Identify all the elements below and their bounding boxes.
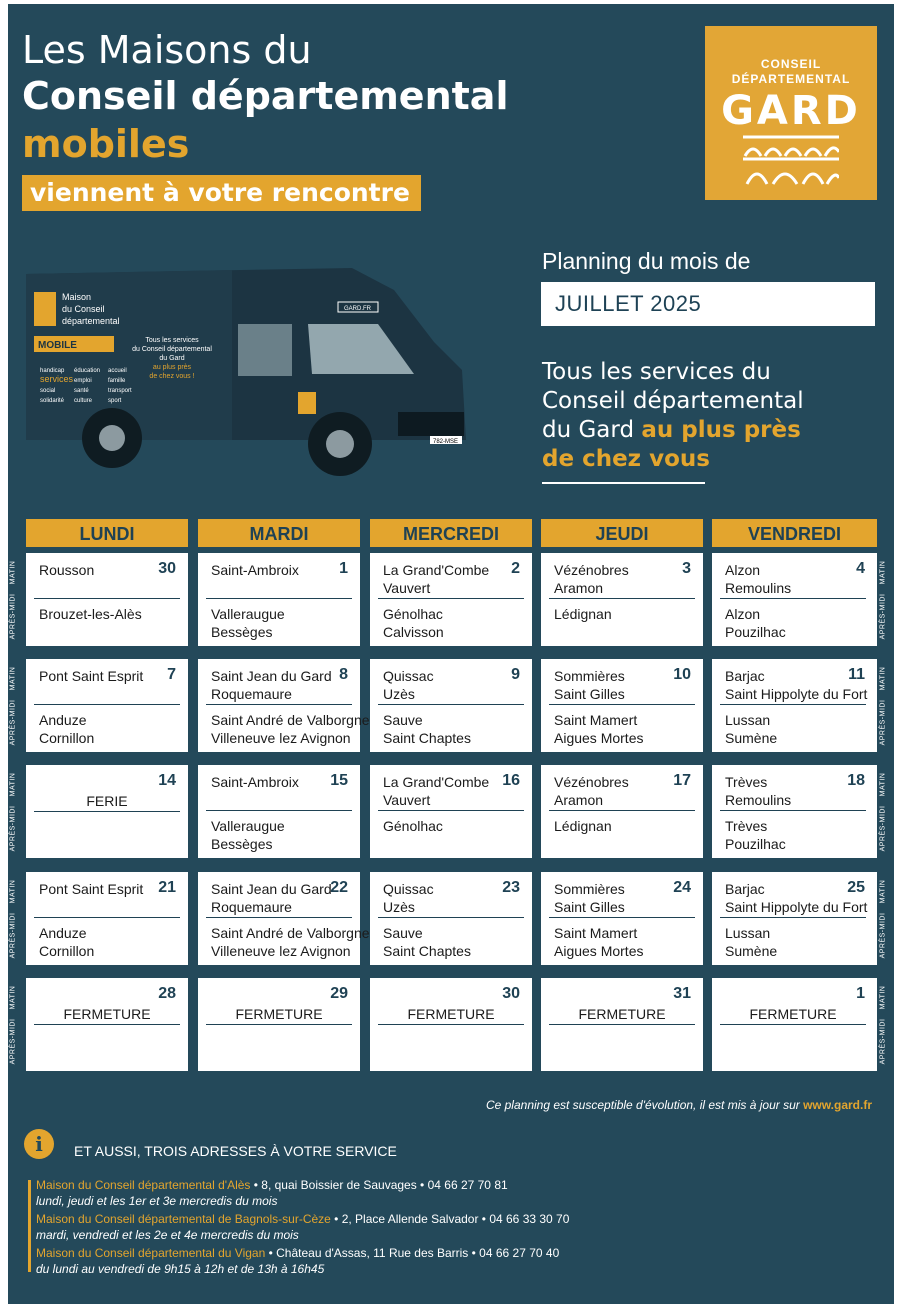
day-cell	[541, 872, 703, 965]
afternoon-location: Saint Mamert	[554, 925, 638, 941]
period-divider	[549, 1024, 695, 1025]
day-cell	[370, 553, 532, 646]
day-cell	[370, 765, 532, 858]
morning-location: Barjac	[725, 881, 765, 897]
van-brand-line-3: départemental	[62, 316, 120, 326]
period-divider	[378, 917, 524, 918]
afternoon-location: Lédignan	[554, 606, 612, 622]
period-divider	[720, 598, 866, 599]
side-label-matin: MATIN	[9, 772, 17, 797]
closure-label: FERMETURE	[749, 1006, 837, 1022]
day-number: 2	[511, 560, 520, 577]
morning-location: Alzon	[725, 562, 761, 578]
van-plate: 782-MSE	[433, 439, 459, 445]
day-number: 11	[848, 666, 865, 683]
afternoon-location: Bessèges	[211, 836, 273, 852]
day-cell	[541, 553, 703, 646]
logo-line-2: DÉPARTEMENTAL	[731, 72, 851, 86]
van-slogan-2: du Conseil départemental	[132, 346, 212, 353]
morning-location: Sommières	[554, 881, 625, 897]
morning-location: Quissac	[383, 668, 434, 684]
afternoon-location: Lussan	[725, 712, 771, 728]
day-cell	[712, 765, 877, 858]
van-word: famille	[108, 378, 126, 384]
side-label-matin: MATIN	[879, 879, 887, 904]
afternoon-location: Villeneuve lez Avignon	[211, 943, 351, 959]
morning-location: Aramon	[554, 580, 604, 596]
afternoon-location: Sauve	[383, 712, 423, 728]
day-cell	[712, 978, 877, 1071]
side-label-pm: APRÈS-MIDI	[879, 805, 887, 852]
van-illustration	[22, 262, 472, 482]
morning-location: Vauvert	[383, 580, 431, 596]
afternoon-location: Pouzilhac	[725, 624, 786, 640]
day-number: 14	[158, 772, 176, 789]
also-title: ET AUSSI, TROIS ADRESSES À VOTRE SERVICE	[74, 1143, 397, 1159]
day-cell	[712, 553, 877, 646]
logo-line-1: CONSEIL	[760, 57, 822, 71]
morning-location: Quissac	[383, 881, 434, 897]
side-label-pm: APRÈS-MIDI	[879, 912, 887, 959]
day-number: 1	[856, 985, 865, 1002]
period-divider	[206, 704, 352, 705]
day-cell	[198, 765, 360, 858]
side-label-matin: MATIN	[879, 666, 887, 691]
day-cell	[198, 659, 370, 752]
day-number: 24	[673, 879, 691, 896]
morning-location: Saint Hippolyte du Fort	[725, 899, 868, 915]
day-number: 16	[502, 772, 520, 789]
afternoon-location: Lédignan	[554, 818, 612, 834]
planning-label: Planning du mois de	[542, 248, 751, 274]
morning-location: Vézénobres	[554, 562, 629, 578]
aqueduct-icon	[743, 134, 839, 186]
closure-label: FERMETURE	[578, 1006, 666, 1022]
day-cell	[26, 978, 188, 1071]
period-divider	[720, 1024, 866, 1025]
period-divider	[378, 1024, 524, 1025]
address-hours: lundi, jeudi et les 1er et 3e mercredis du mois	[36, 1194, 278, 1208]
afternoon-location: Saint Mamert	[554, 712, 638, 728]
day-number: 28	[158, 985, 176, 1002]
period-divider	[549, 917, 695, 918]
tagline-line-3	[542, 416, 872, 445]
period-divider	[34, 917, 180, 918]
closure-label: FERMETURE	[407, 1006, 495, 1022]
van-word: culture	[74, 398, 93, 404]
morning-location: Aramon	[554, 792, 604, 808]
period-divider	[34, 704, 180, 705]
closure-label: FERMETURE	[63, 1006, 151, 1022]
gard-logo	[705, 26, 877, 200]
morning-location: Vauvert	[383, 792, 431, 808]
closure-label: FERIE	[86, 793, 128, 809]
address-line	[36, 1212, 876, 1226]
tagline-line-3a: du Gard	[542, 417, 635, 443]
address-detail: • Château d'Assas, 11 Rue des Barris • 04 66 27 70 40	[265, 1246, 560, 1260]
period-divider	[378, 598, 524, 599]
day-cell	[541, 765, 703, 858]
afternoon-location: Saint André de Valborgne	[211, 925, 370, 941]
afternoon-location: Trèves	[725, 818, 768, 834]
afternoon-location: Villeneuve lez Avignon	[211, 730, 351, 746]
afternoon-location: Sauve	[383, 925, 423, 941]
day-number: 15	[330, 772, 348, 789]
info-icon: i	[24, 1129, 54, 1159]
morning-location: Saint-Ambroix	[211, 562, 299, 578]
period-divider	[206, 917, 352, 918]
day-number: 21	[158, 879, 176, 896]
van-slogan-4: au plus près	[152, 364, 192, 371]
day-cell	[26, 659, 188, 752]
morning-location: Saint Gilles	[554, 899, 625, 915]
day-cell	[541, 978, 703, 1071]
side-label-matin: MATIN	[879, 560, 887, 585]
morning-location: Trèves	[725, 774, 768, 790]
tagline-rule	[542, 482, 705, 484]
van-word: éducation	[74, 368, 101, 374]
morning-location: Saint Jean du Gard	[211, 881, 332, 897]
morning-location: Saint Gilles	[554, 686, 625, 702]
day-cell	[26, 872, 188, 965]
morning-location: Remoulins	[725, 792, 792, 808]
title-banner: viennent à votre rencontre	[22, 175, 421, 211]
address-hours: mardi, vendredi et les 2e et 4e mercredis du mois	[36, 1228, 299, 1242]
day-cell	[198, 872, 370, 965]
period-divider	[206, 598, 352, 599]
period-divider	[378, 704, 524, 705]
day-number: 9	[511, 666, 520, 683]
day-cell	[712, 659, 877, 752]
day-header-vendredi: VENDREDI	[712, 519, 877, 547]
side-label-matin: MATIN	[879, 772, 887, 797]
afternoon-location: Pouzilhac	[725, 836, 786, 852]
day-number: 8	[339, 666, 348, 683]
side-label-pm: APRÈS-MIDI	[9, 699, 17, 746]
morning-location: Pont Saint Esprit	[39, 668, 144, 684]
address-detail: • 8, quai Boissier de Sauvages • 04 66 27 70 81	[250, 1178, 508, 1192]
day-cell	[370, 978, 532, 1071]
title-line-2: Conseil départemental	[22, 74, 509, 118]
period-divider	[378, 810, 524, 811]
day-cell	[198, 978, 360, 1071]
van-slogan-1: Tous les services	[145, 337, 199, 344]
planning-month: JUILLET 2025	[541, 282, 875, 326]
day-number: 7	[167, 666, 176, 683]
van-word: social	[40, 388, 56, 394]
side-label-pm: APRÈS-MIDI	[879, 1018, 887, 1065]
afternoon-location: Saint Chaptes	[383, 730, 471, 746]
day-header-mardi: MARDI	[198, 519, 360, 547]
address-detail: • 2, Place Allende Salvador • 04 66 33 30 70	[330, 1212, 570, 1226]
morning-location: Saint Jean du Gard	[211, 668, 332, 684]
period-divider	[34, 811, 180, 812]
afternoon-location: Valleraugue	[211, 818, 285, 834]
tagline-line-1: Tous les services du	[542, 359, 771, 385]
van-brand-line-1: Maison	[62, 292, 92, 302]
day-cell	[26, 553, 188, 646]
day-number: 29	[330, 985, 348, 1002]
afternoon-location: Anduze	[39, 712, 87, 728]
afternoon-location: Aigues Mortes	[554, 730, 644, 746]
day-cell	[370, 659, 532, 752]
address-bar	[28, 1180, 31, 1272]
day-number: 31	[673, 985, 691, 1002]
title-line-1: Les Maisons du	[22, 28, 312, 72]
day-number: 18	[847, 772, 865, 789]
day-header-mercredi: MERCREDI	[370, 519, 532, 547]
update-note-text: Ce planning est susceptible d'évolution, il est mis à jour sur	[485, 1098, 800, 1112]
morning-location: Saint Hippolyte du Fort	[725, 686, 868, 702]
day-number: 4	[856, 560, 865, 577]
tagline-line-2: Conseil départemental	[542, 388, 804, 414]
van-brand-line-2: du Conseil	[62, 304, 105, 314]
day-number: 30	[502, 985, 520, 1002]
morning-location: La Grand'Combe	[383, 562, 490, 578]
day-cell	[370, 872, 532, 965]
van-slogan-5: de chez vous !	[149, 373, 195, 380]
afternoon-location: Génolhac	[383, 606, 443, 622]
van-word: sport	[108, 398, 122, 404]
van-badge: MOBILE	[38, 340, 77, 351]
morning-location: Pont Saint Esprit	[39, 881, 144, 897]
day-cell	[541, 659, 703, 752]
tagline-line-4: de chez vous	[542, 446, 710, 472]
day-header-jeudi: JEUDI	[541, 519, 703, 547]
day-number: 25	[847, 879, 865, 896]
day-number: 17	[673, 772, 691, 789]
day-number: 1	[339, 560, 348, 577]
day-cell	[198, 553, 360, 646]
side-label-pm: APRÈS-MIDI	[879, 593, 887, 640]
period-divider	[34, 1024, 180, 1025]
van-word: accueil	[108, 368, 127, 374]
morning-location: Uzès	[383, 899, 415, 915]
morning-location: Uzès	[383, 686, 415, 702]
afternoon-location: Aigues Mortes	[554, 943, 644, 959]
side-label-matin: MATIN	[9, 985, 17, 1010]
afternoon-location: Saint André de Valborgne	[211, 712, 370, 728]
van-web: GARD.FR	[344, 306, 371, 312]
morning-location: Rousson	[39, 562, 95, 578]
day-number: 22	[330, 879, 348, 896]
address-line	[36, 1246, 876, 1260]
side-label-pm: APRÈS-MIDI	[879, 699, 887, 746]
address-name: Maison du Conseil départemental de Bagnols-sur-Cèze	[36, 1212, 331, 1226]
afternoon-location: Saint Chaptes	[383, 943, 471, 959]
afternoon-location: Cornillon	[39, 730, 95, 746]
morning-location: Roquemaure	[211, 899, 292, 915]
morning-location: Sommières	[554, 668, 625, 684]
van-word: transport	[108, 388, 132, 394]
van-word: emploi	[74, 378, 92, 384]
van-word: handicap	[40, 368, 65, 374]
afternoon-location: Sumène	[725, 943, 778, 959]
side-label-pm: APRÈS-MIDI	[9, 593, 17, 640]
morning-location: Saint-Ambroix	[211, 774, 299, 790]
side-label-matin: MATIN	[879, 985, 887, 1010]
period-divider	[206, 810, 352, 811]
side-label-pm: APRÈS-MIDI	[9, 1018, 17, 1065]
period-divider	[549, 704, 695, 705]
address-line	[36, 1178, 876, 1192]
afternoon-location: Sumène	[725, 730, 778, 746]
morning-location: Roquemaure	[211, 686, 292, 702]
van-word: solidarité	[40, 398, 65, 404]
side-label-matin: MATIN	[9, 879, 17, 904]
afternoon-location: Bessèges	[211, 624, 273, 640]
side-label-matin: MATIN	[9, 560, 17, 585]
period-divider	[34, 598, 180, 599]
day-cell	[712, 872, 877, 965]
morning-location: Barjac	[725, 668, 765, 684]
day-number: 10	[673, 666, 691, 683]
day-header-lundi: LUNDI	[26, 519, 188, 547]
logo-gard: GARD	[721, 88, 861, 134]
address-name: Maison du Conseil départemental d'Alès	[36, 1178, 251, 1192]
side-label-pm: APRÈS-MIDI	[9, 912, 17, 959]
van-word: santé	[74, 388, 89, 394]
period-divider	[206, 1024, 352, 1025]
poster	[8, 4, 894, 1304]
day-number: 3	[682, 560, 691, 577]
closure-label: FERMETURE	[235, 1006, 323, 1022]
period-divider	[720, 917, 866, 918]
title-line-3: mobiles	[22, 122, 190, 166]
morning-location: La Grand'Combe	[383, 774, 490, 790]
morning-location: Vézénobres	[554, 774, 629, 790]
afternoon-location: Lussan	[725, 925, 771, 941]
period-divider	[720, 810, 866, 811]
period-divider	[549, 598, 695, 599]
day-cell	[26, 765, 188, 858]
period-divider	[549, 810, 695, 811]
afternoon-location: Anduze	[39, 925, 87, 941]
tagline-line-3b: au plus près	[641, 417, 801, 443]
van-word: services	[40, 374, 74, 384]
tagline	[542, 358, 872, 474]
side-label-matin: MATIN	[9, 666, 17, 691]
afternoon-location: Alzon	[725, 606, 761, 622]
update-note-url[interactable]: www.gard.fr	[803, 1098, 872, 1112]
day-number: 30	[158, 560, 176, 577]
afternoon-location: Valleraugue	[211, 606, 285, 622]
side-label-pm: APRÈS-MIDI	[9, 805, 17, 852]
day-number: 23	[502, 879, 520, 896]
period-divider	[720, 704, 866, 705]
address-hours: du lundi au vendredi de 9h15 à 12h et de 13h à 16h45	[36, 1262, 325, 1276]
afternoon-location: Brouzet-les-Alès	[39, 606, 142, 622]
afternoon-location: Génolhac	[383, 818, 443, 834]
van-slogan-3: du Gard	[159, 355, 185, 362]
afternoon-location: Cornillon	[39, 943, 95, 959]
morning-location: Remoulins	[725, 580, 792, 596]
address-name: Maison du Conseil départemental du Vigan	[36, 1246, 266, 1260]
update-note	[8, 1098, 872, 1112]
afternoon-location: Calvisson	[383, 624, 444, 640]
